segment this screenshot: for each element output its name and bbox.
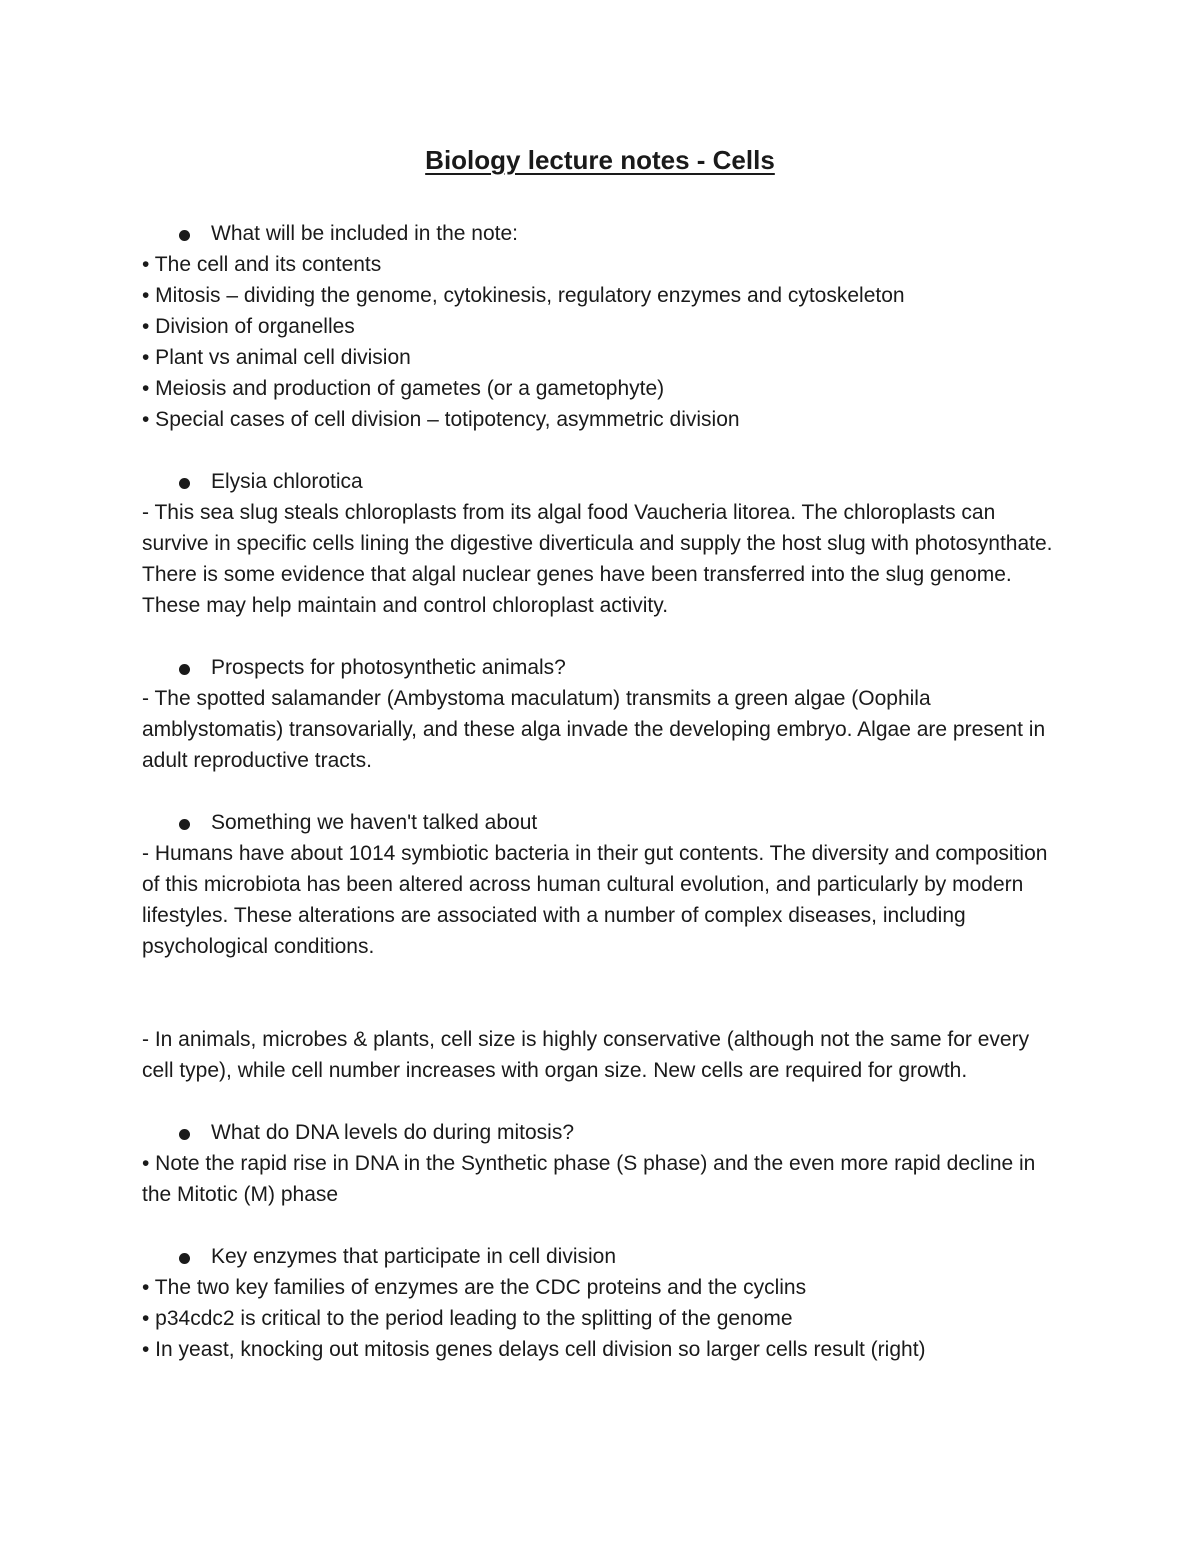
list-item: • The cell and its contents (142, 253, 382, 276)
heading-text: Key enzymes that participate in cell division (211, 1245, 617, 1268)
section-paragraph: - The spotted salamander (Ambystoma maculatum) transmits a green algae (Oophila amblystomatis) transovarially, and these alga invade the developing embryo. Algae are present in adult reproductive tracts. (142, 687, 1046, 772)
document-body (142, 218, 1062, 1365)
bullet-dot-icon (179, 230, 190, 241)
section-not-talked-about (142, 807, 1062, 962)
heading-text: Elysia chlorotica (211, 470, 363, 493)
list-item: • Division of organelles (142, 315, 355, 338)
section-heading (142, 807, 1062, 838)
bullet-dot-icon (179, 819, 190, 830)
bullet-dot-icon (179, 664, 190, 675)
heading-text: What will be included in the note: (211, 222, 519, 245)
list-item: • Mitosis – dividing the genome, cytokinesis, regulatory enzymes and cytoskeleton (142, 284, 905, 307)
heading-text: Prospects for photosynthetic animals? (211, 656, 566, 679)
section-heading (142, 652, 1062, 683)
page-title: Biology lecture notes - Cells (425, 145, 775, 175)
bullet-dot-icon (179, 1129, 190, 1140)
list-item: • Plant vs animal cell division (142, 346, 411, 369)
section-paragraph: • Note the rapid rise in DNA in the Synthetic phase (S phase) and the even more rapid decline in the Mitotic (M) phase (142, 1152, 1036, 1206)
section-cell-size (142, 1024, 1062, 1086)
bullet-dot-icon (179, 478, 190, 489)
section-heading (142, 218, 1062, 249)
section-heading (142, 1117, 1062, 1148)
list-item: • Meiosis and production of gametes (or a gametophyte) (142, 377, 665, 400)
list-item: • The two key families of enzymes are the CDC proteins and the cyclins (142, 1276, 807, 1299)
section-heading (142, 1241, 1062, 1272)
section-heading (142, 466, 1062, 497)
list-item: • p34cdc2 is critical to the period leading to the splitting of the genome (142, 1307, 793, 1330)
heading-text: Something we haven't talked about (211, 811, 538, 834)
section-paragraph: - In animals, microbes & plants, cell size is highly conservative (although not the same for every cell type), while cell number increases with organ size. New cells are required for growth. (142, 1028, 1030, 1082)
list-item: • In yeast, knocking out mitosis genes delays cell division so larger cells result (right) (142, 1338, 926, 1361)
section-included-topics (142, 218, 1062, 435)
section-key-enzymes (142, 1241, 1062, 1365)
section-paragraph: - Humans have about 1014 symbiotic bacteria in their gut contents. The diversity and composition of this microbiota has been altered across human cultural evolution, and particularly by modern lifestyles. These alterations are associated with a number of complex diseases, including psychological conditions. (142, 842, 1048, 958)
section-dna-levels (142, 1117, 1062, 1210)
heading-text: What do DNA levels do during mitosis? (211, 1121, 574, 1144)
list-item: • Special cases of cell division – totipotency, asymmetric division (142, 408, 740, 431)
bullet-dot-icon (179, 1253, 190, 1264)
section-photosynthetic-animals (142, 652, 1062, 776)
section-elysia-chlorotica (142, 466, 1062, 621)
section-paragraph: - This sea slug steals chloroplasts from its algal food Vaucheria litorea. The chloroplasts can survive in specific cells lining the digestive diverticula and supply the host slug with photosynthate. There is some evidence that algal nuclear genes have been transferred into the slug genome. These may help maintain and control chloroplast activity. (142, 501, 1053, 617)
